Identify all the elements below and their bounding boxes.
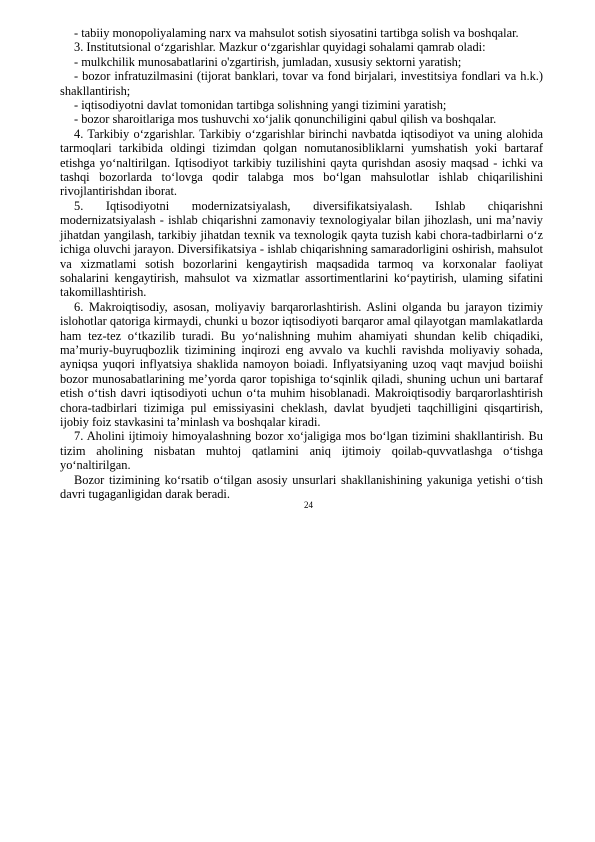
paragraph-social-protection: 7. Aholini ijtimoiy himoyalashning bozor xo‘jaligiga mos bo‘lgan tizimini shakllantirish. Bu tizim aholining nisbatan muhtoj qatlamini aniq ijtimoiy qoilab-quvvatlashga o‘tishga yo‘naltirilgan.	[60, 429, 543, 473]
paragraph-institutional-changes: 3. Institutsional o‘zgarishlar. Mazkur o‘zgarishlar quyidagi sohalami qamrab oladi:	[74, 40, 486, 55]
paragraph-market-infrastructure: - bozor infratuzilmasini (tijorat banklari, tovar va fond birjalari, investitsiya fondlari va h.k.) shakllantirish;	[60, 69, 543, 98]
paragraph-tariff-policy: - tabiiy monopoliyalaming narx va mahsulot sotish siyosatini tartibga solish va boshqalar.	[74, 26, 519, 40]
page-number: 24	[304, 500, 313, 510]
paragraph-ownership: - mulkchilik munosabatlarini o'zgartirish, jumladan, xususiy sektorni yaratish;	[74, 54, 462, 69]
paragraph-structural-changes: 4. Tarkibiy o‘zgarishlar. Tarkibiy o‘zgarishlar birinchi navbatda iqtisodiyot va uning alohida tarmoqlari tarkibida oldingi tizimdan qolgan nomutanosibliklarni yumshatish yoki bartaraf etishga yo‘naltirilgan. Iqtisodiyot tarkibiy tuzilishini qayta qurishdan asosiy maqsad - ichki va tashqi bozorlarda to‘lovga qodir talabga mos bo‘lgan mahsulotlar ishlab chiqarilishini rivojlantirishdan iborat.	[60, 126, 543, 199]
paragraph-conclusion: Bozor tizimining ko‘rsatib o‘tilgan asosiy unsurlari shakllanishining yakuniga yetishi o‘tish davri tugaganligidan darak beradi.	[60, 472, 543, 501]
paragraph-macro-stabilization: 6. Makroiqtisodiy, asosan, moliyaviy barqarorlashtirish. Aslini olganda bu jarayon tizimiy islohotlar qatoriga kirmaydi, chunki u bozor iqtisodiyoti barqaror amal qilayotgan mamlakatlarda ham tez-tez o‘tkazilib turadi. Bu yo‘nalishning muhim ahamiyati shundan kelib chiqadiki, ma’muriy-buyruqbozlik tizimining inqirozi eng avvalo va kuchli ravishda moliyaviy sohada, ayniqsa yuqori inflyatsiya shaklida namoyon boiadi. Inflyatsiyaning uzoq vaqt mavjud boiishi bozor munosabatlarining me’yorda qaror topishiga to‘sqinlik qiladi, shuning uchun uni bartaraf etish o‘tish davri iqtisodiyoti uchun o‘ta muhim hisoblanadi. Makroiqtisodiy barqarorlashtirish chora-tadbirlari tizimiga pul emissiyasini cheklash, davlat byudjeti taqchilligini qisqartirish, ijobiy foiz stavkasini ta’minlash va boshqalar kiradi.	[60, 299, 543, 429]
body-text	[60, 26, 543, 501]
paragraph-legislation: - bozor sharoitlariga mos tushuvchi xo‘jalik qonunchiligini qabul qilish va boshqalar.	[74, 112, 497, 127]
paragraph-state-regulation: - iqtisodiyotni davlat tomonidan tartibga solishning yangi tizimini yaratish;	[74, 98, 447, 113]
paragraph-modernization: 5. Iqtisodiyotni modernizatsiyalash, diversifikatsiyalash. Ishlab chiqarishni modernizatsiyalash - ishlab chiqarishni zamonaviy texnologiyalar bilan jihozlash, uni ma’naviy jihatdan yangilash, tarkibiy jihatdan texnik va texnologik qayta tuzish kabi chora-tadbirlarni o‘z ichiga oluvchi jarayon. Diversifikatsiya - ishlab chiqarishning samaradorligini oshirish, mahsulot va xizmatlami sotish bozorlarini kengaytirish maqsadida tarmoq va korxonalar faoliyat sohalarini kengaytirish, mahsulot va xizmatlar assortimentlarini ko‘paytirish, ulaming sifatini takomillashtirish.	[60, 198, 543, 300]
